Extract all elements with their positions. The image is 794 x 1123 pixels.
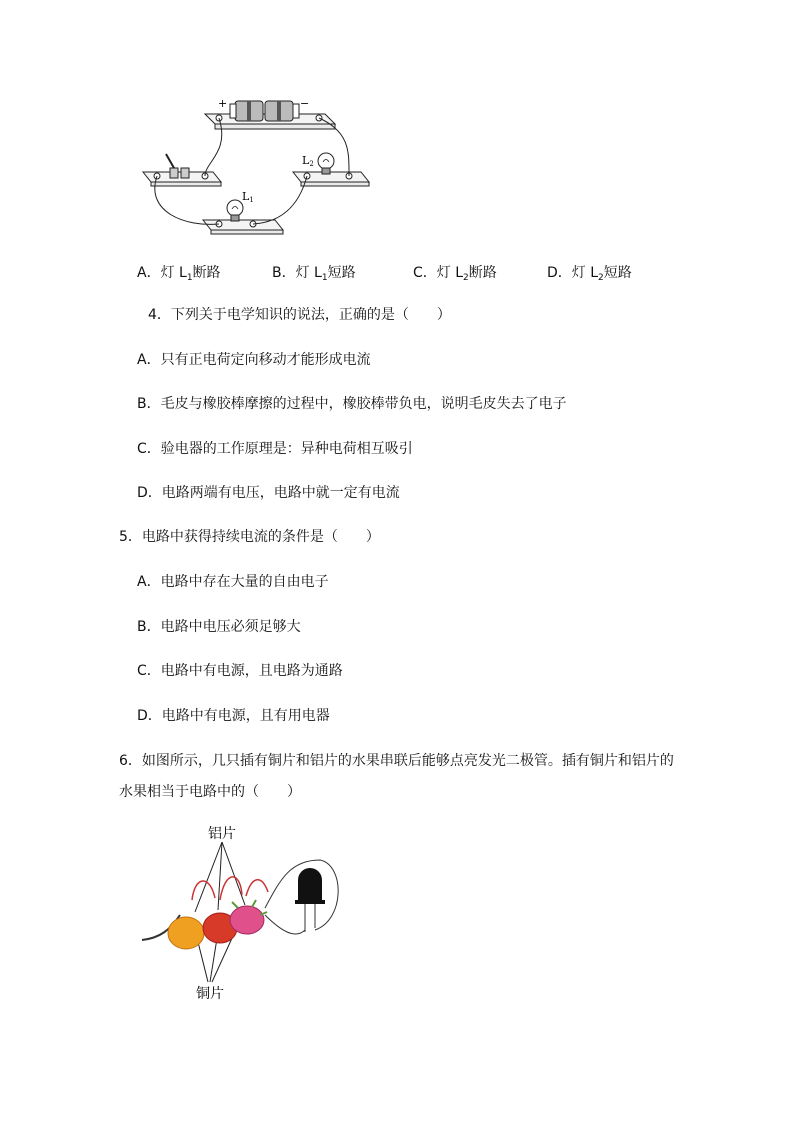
q5-option-b: B．电路中电压必须足够大 [137,619,301,635]
orange-fruit [168,917,204,949]
circuit-diagram [135,92,375,242]
minus-sign: − [300,97,310,110]
q3-option-d: D．灯 $L_2$短路 [547,265,632,283]
q6-stem-line2: 水果相当于电路中的（ ） [119,784,301,800]
q4-option-c: C．验电器的工作原理是：异种电荷相互吸引 [137,441,413,457]
led-icon [295,868,325,932]
copper-label: 铜片 [196,986,224,1002]
battery-icon [230,101,299,121]
label-L2: L2 [302,154,314,168]
plus-sign: + [218,97,228,110]
q4-option-d: D．电路两端有电压，电路中就一定有电流 [137,485,400,501]
q5-stem: 5．电路中获得持续电流的条件是（ ） [119,529,380,545]
q5-option-d: D．电路中有电源，且有用电器 [137,708,330,724]
lamp-L1-board [203,220,283,230]
aluminum-label: 铝片 [208,826,236,842]
fruit-battery-figure [140,820,350,1010]
dragonfruit [230,906,264,934]
q4-option-b: B．毛皮与橡胶棒摩擦的过程中，橡胶棒带负电，说明毛皮失去了电子 [137,396,567,412]
q4-stem: 4．下列关于电学知识的说法，正确的是（ ） [148,307,451,323]
q3-option-b: B．灯 $L_1$短路 [272,265,356,283]
q4-option-a: A．只有正电荷定向移动才能形成电流 [137,352,371,368]
q3-option-a: A．灯 $L_1$断路 [137,265,221,283]
q5-option-c: C．电路中有电源，且电路为通路 [137,663,343,679]
q5-option-a: A．电路中存在大量的自由电子 [137,574,329,590]
q6-stem-line1: 6．如图所示，几只插有铜片和铝片的水果串联后能够点亮发光二极管。插有铜片和铝片的 [119,753,674,769]
bulb-L2-icon [318,153,334,174]
bulb-L1-icon [227,200,243,221]
label-L1: L1 [242,190,254,204]
q3-option-c: C．灯 $L_2$断路 [413,265,497,283]
